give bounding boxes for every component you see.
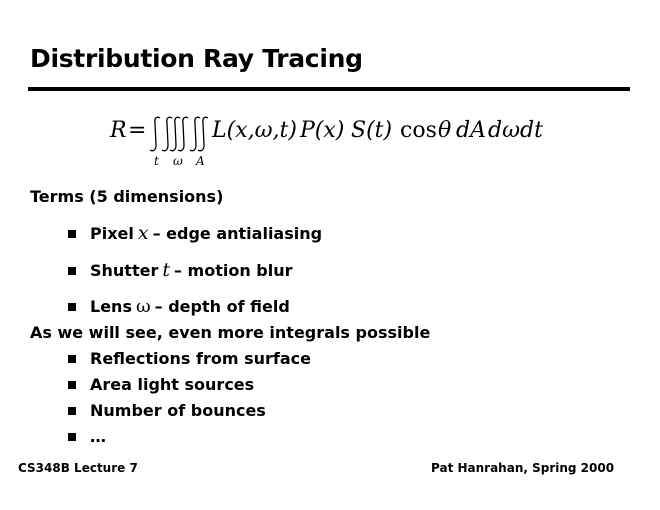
equation-theta: θ — [438, 118, 452, 143]
equation-cos: cos — [400, 118, 437, 143]
more-integrals-heading: As we will see, even more integrals possible — [30, 323, 431, 342]
slide-title: Distribution Ray Tracing — [30, 44, 363, 73]
more-item-label: Number of bounces — [90, 401, 266, 420]
term-suffix: – motion blur — [173, 261, 293, 280]
integral-signs — [150, 117, 208, 151]
title-divider — [28, 87, 630, 91]
equation-domega: dω — [488, 118, 521, 143]
bullet-square-icon — [68, 355, 76, 363]
term-symbol: x — [137, 222, 149, 244]
term-symbol: t — [162, 259, 170, 281]
bullet-square-icon — [68, 381, 76, 389]
more-item-ellipsis — [68, 427, 106, 446]
term-item-lens — [68, 296, 290, 317]
equation-lhs: R — [110, 118, 127, 143]
equation-shutter-term: S(t) — [351, 118, 393, 143]
bullet-square-icon — [68, 230, 76, 238]
more-item-label: Area light sources — [90, 375, 255, 394]
footer-author: Pat Hanrahan, Spring 2000 — [431, 461, 615, 475]
integral-subscript-t: t — [154, 154, 159, 168]
term-prefix: Shutter — [90, 261, 159, 280]
equation-equals: = — [128, 118, 147, 143]
more-item-label: … — [90, 427, 106, 446]
term-item-pixel — [68, 222, 322, 244]
more-item-area-lights — [68, 375, 254, 394]
footer-course: CS348B Lecture 7 — [18, 461, 138, 475]
term-suffix: – edge antialiasing — [152, 224, 323, 243]
more-item-bounces — [68, 401, 266, 420]
equation-pixel-term: P(x) — [300, 118, 345, 143]
rendering-equation — [110, 115, 570, 175]
more-item-reflections — [68, 349, 311, 368]
bullet-square-icon — [68, 407, 76, 415]
term-symbol: ω — [135, 296, 151, 317]
terms-heading: Terms (5 dimensions) — [30, 187, 224, 206]
term-item-shutter — [68, 259, 293, 281]
term-suffix: – depth of field — [154, 297, 290, 316]
integral-subscript-a: A — [196, 154, 205, 168]
term-prefix: Pixel — [90, 224, 134, 243]
equation-graphic — [110, 115, 570, 175]
bullet-square-icon — [68, 303, 76, 311]
more-item-label: Reflections from surface — [90, 349, 311, 368]
equation-dt: dt — [520, 118, 543, 143]
bullet-square-icon — [68, 267, 76, 275]
term-prefix: Lens — [90, 297, 132, 316]
equation-da: dA — [456, 118, 486, 143]
integral-subscript-omega: ω — [173, 154, 183, 168]
bullet-square-icon — [68, 433, 76, 441]
equation-radiance-term: L(x,ω,t) — [212, 118, 297, 143]
